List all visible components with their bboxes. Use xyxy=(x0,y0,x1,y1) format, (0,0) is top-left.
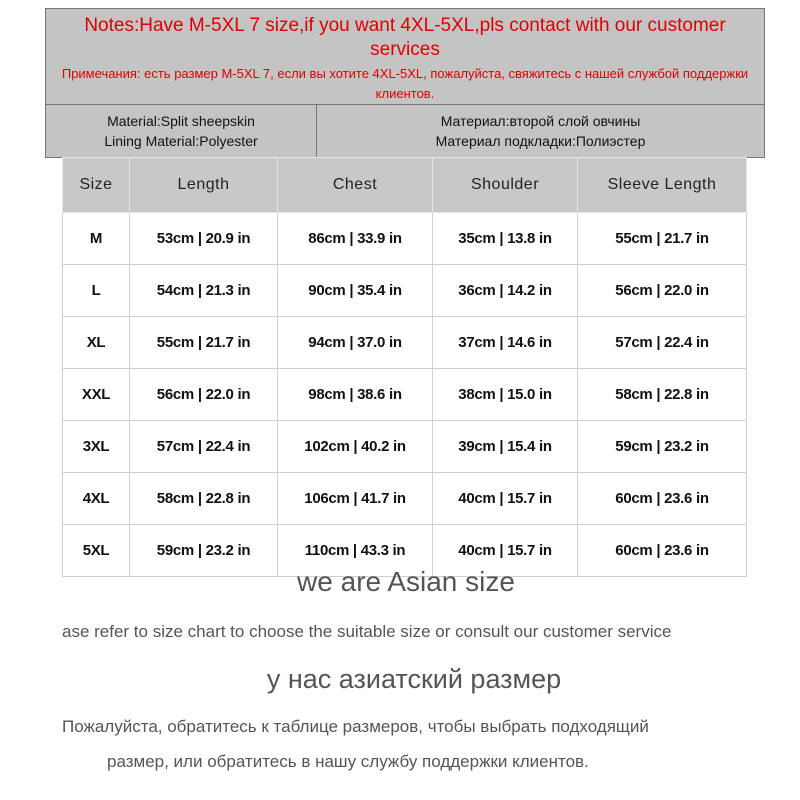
notes-box xyxy=(45,8,765,105)
measurement-cell: 58cm | 22.8 in xyxy=(130,473,278,525)
table-row xyxy=(63,369,747,421)
size-cell: 4XL xyxy=(63,473,130,525)
material-ru-line2: Материал подкладки:Полиэстер xyxy=(435,133,646,149)
measurement-cell: 60cm | 23.6 in xyxy=(578,473,747,525)
size-cell: M xyxy=(63,213,130,265)
refer-note-english: ase refer to size chart to choose the suitable size or consult our customer service xyxy=(62,622,672,641)
notes-russian: Примечания: есть размер M-5XL 7, если вы хотите 4XL-5XL, пожалуйста, свяжитесь с нашей службой поддержки клиентов. xyxy=(61,66,749,101)
measurement-cell: 39cm | 15.4 in xyxy=(433,421,578,473)
measurement-cell: 38cm | 15.0 in xyxy=(433,369,578,421)
measurement-cell: 90cm | 35.4 in xyxy=(278,265,433,317)
measurement-cell: 57cm | 22.4 in xyxy=(578,317,747,369)
measurement-cell: 58cm | 22.8 in xyxy=(578,369,747,421)
table-row xyxy=(63,213,747,265)
size-cell: 5XL xyxy=(63,525,130,577)
measurement-cell: 56cm | 22.0 in xyxy=(130,369,278,421)
measurement-cell: 59cm | 23.2 in xyxy=(578,421,747,473)
column-header: Size xyxy=(63,158,130,213)
material-en-line2: Lining Material:Polyester xyxy=(104,133,258,149)
measurement-cell: 36cm | 14.2 in xyxy=(433,265,578,317)
material-english xyxy=(46,105,317,157)
refer-note-russian-line1: Пожалуйста, обратитесь к таблице размеров, чтобы выбрать подходящий xyxy=(62,717,649,736)
measurement-cell: 98cm | 38.6 in xyxy=(278,369,433,421)
refer-note-russian-line2: размер, или обратитесь в нашу службу поддержки клиентов. xyxy=(107,752,589,771)
measurement-cell: 40cm | 15.7 in xyxy=(433,473,578,525)
column-header: Chest xyxy=(278,158,433,213)
measurement-cell: 102cm | 40.2 in xyxy=(278,421,433,473)
measurement-cell: 40cm | 15.7 in xyxy=(433,525,578,577)
measurement-cell: 54cm | 21.3 in xyxy=(130,265,278,317)
measurement-cell: 35cm | 13.8 in xyxy=(433,213,578,265)
notes-english: Notes:Have M-5XL 7 size,if you want 4XL-5XL,pls contact with our customer services xyxy=(84,15,726,60)
column-header: Shoulder xyxy=(433,158,578,213)
measurement-cell: 37cm | 14.6 in xyxy=(433,317,578,369)
column-header: Length xyxy=(130,158,278,213)
asian-size-russian: у нас азиатский размер xyxy=(266,664,562,694)
measurement-cell: 110cm | 43.3 in xyxy=(278,525,433,577)
material-ru-line1: Материал:второй слой овчины xyxy=(440,113,641,129)
measurement-cell: 56cm | 22.0 in xyxy=(578,265,747,317)
table-row xyxy=(63,265,747,317)
measurement-cell: 106cm | 41.7 in xyxy=(278,473,433,525)
measurement-cell: 86cm | 33.9 in xyxy=(278,213,433,265)
measurement-cell: 57cm | 22.4 in xyxy=(130,421,278,473)
table-body xyxy=(63,213,747,577)
measurement-cell: 55cm | 21.7 in xyxy=(578,213,747,265)
table-header-row xyxy=(63,158,747,213)
measurement-cell: 60cm | 23.6 in xyxy=(578,525,747,577)
measurement-cell: 59cm | 23.2 in xyxy=(130,525,278,577)
size-cell: XXL xyxy=(63,369,130,421)
column-header: Sleeve Length xyxy=(578,158,747,213)
asian-size-english: we are Asian size xyxy=(297,566,515,597)
table-row xyxy=(63,421,747,473)
measurement-cell: 94cm | 37.0 in xyxy=(278,317,433,369)
size-cell: XL xyxy=(63,317,130,369)
size-cell: L xyxy=(63,265,130,317)
measurement-cell: 53cm | 20.9 in xyxy=(130,213,278,265)
size-chart-table xyxy=(62,157,747,577)
material-en-line1: Material:Split sheepskin xyxy=(107,113,255,129)
table-row xyxy=(63,473,747,525)
table-row xyxy=(63,317,747,369)
material-box xyxy=(45,105,765,158)
material-russian xyxy=(317,105,764,157)
size-cell: 3XL xyxy=(63,421,130,473)
measurement-cell: 55cm | 21.7 in xyxy=(130,317,278,369)
